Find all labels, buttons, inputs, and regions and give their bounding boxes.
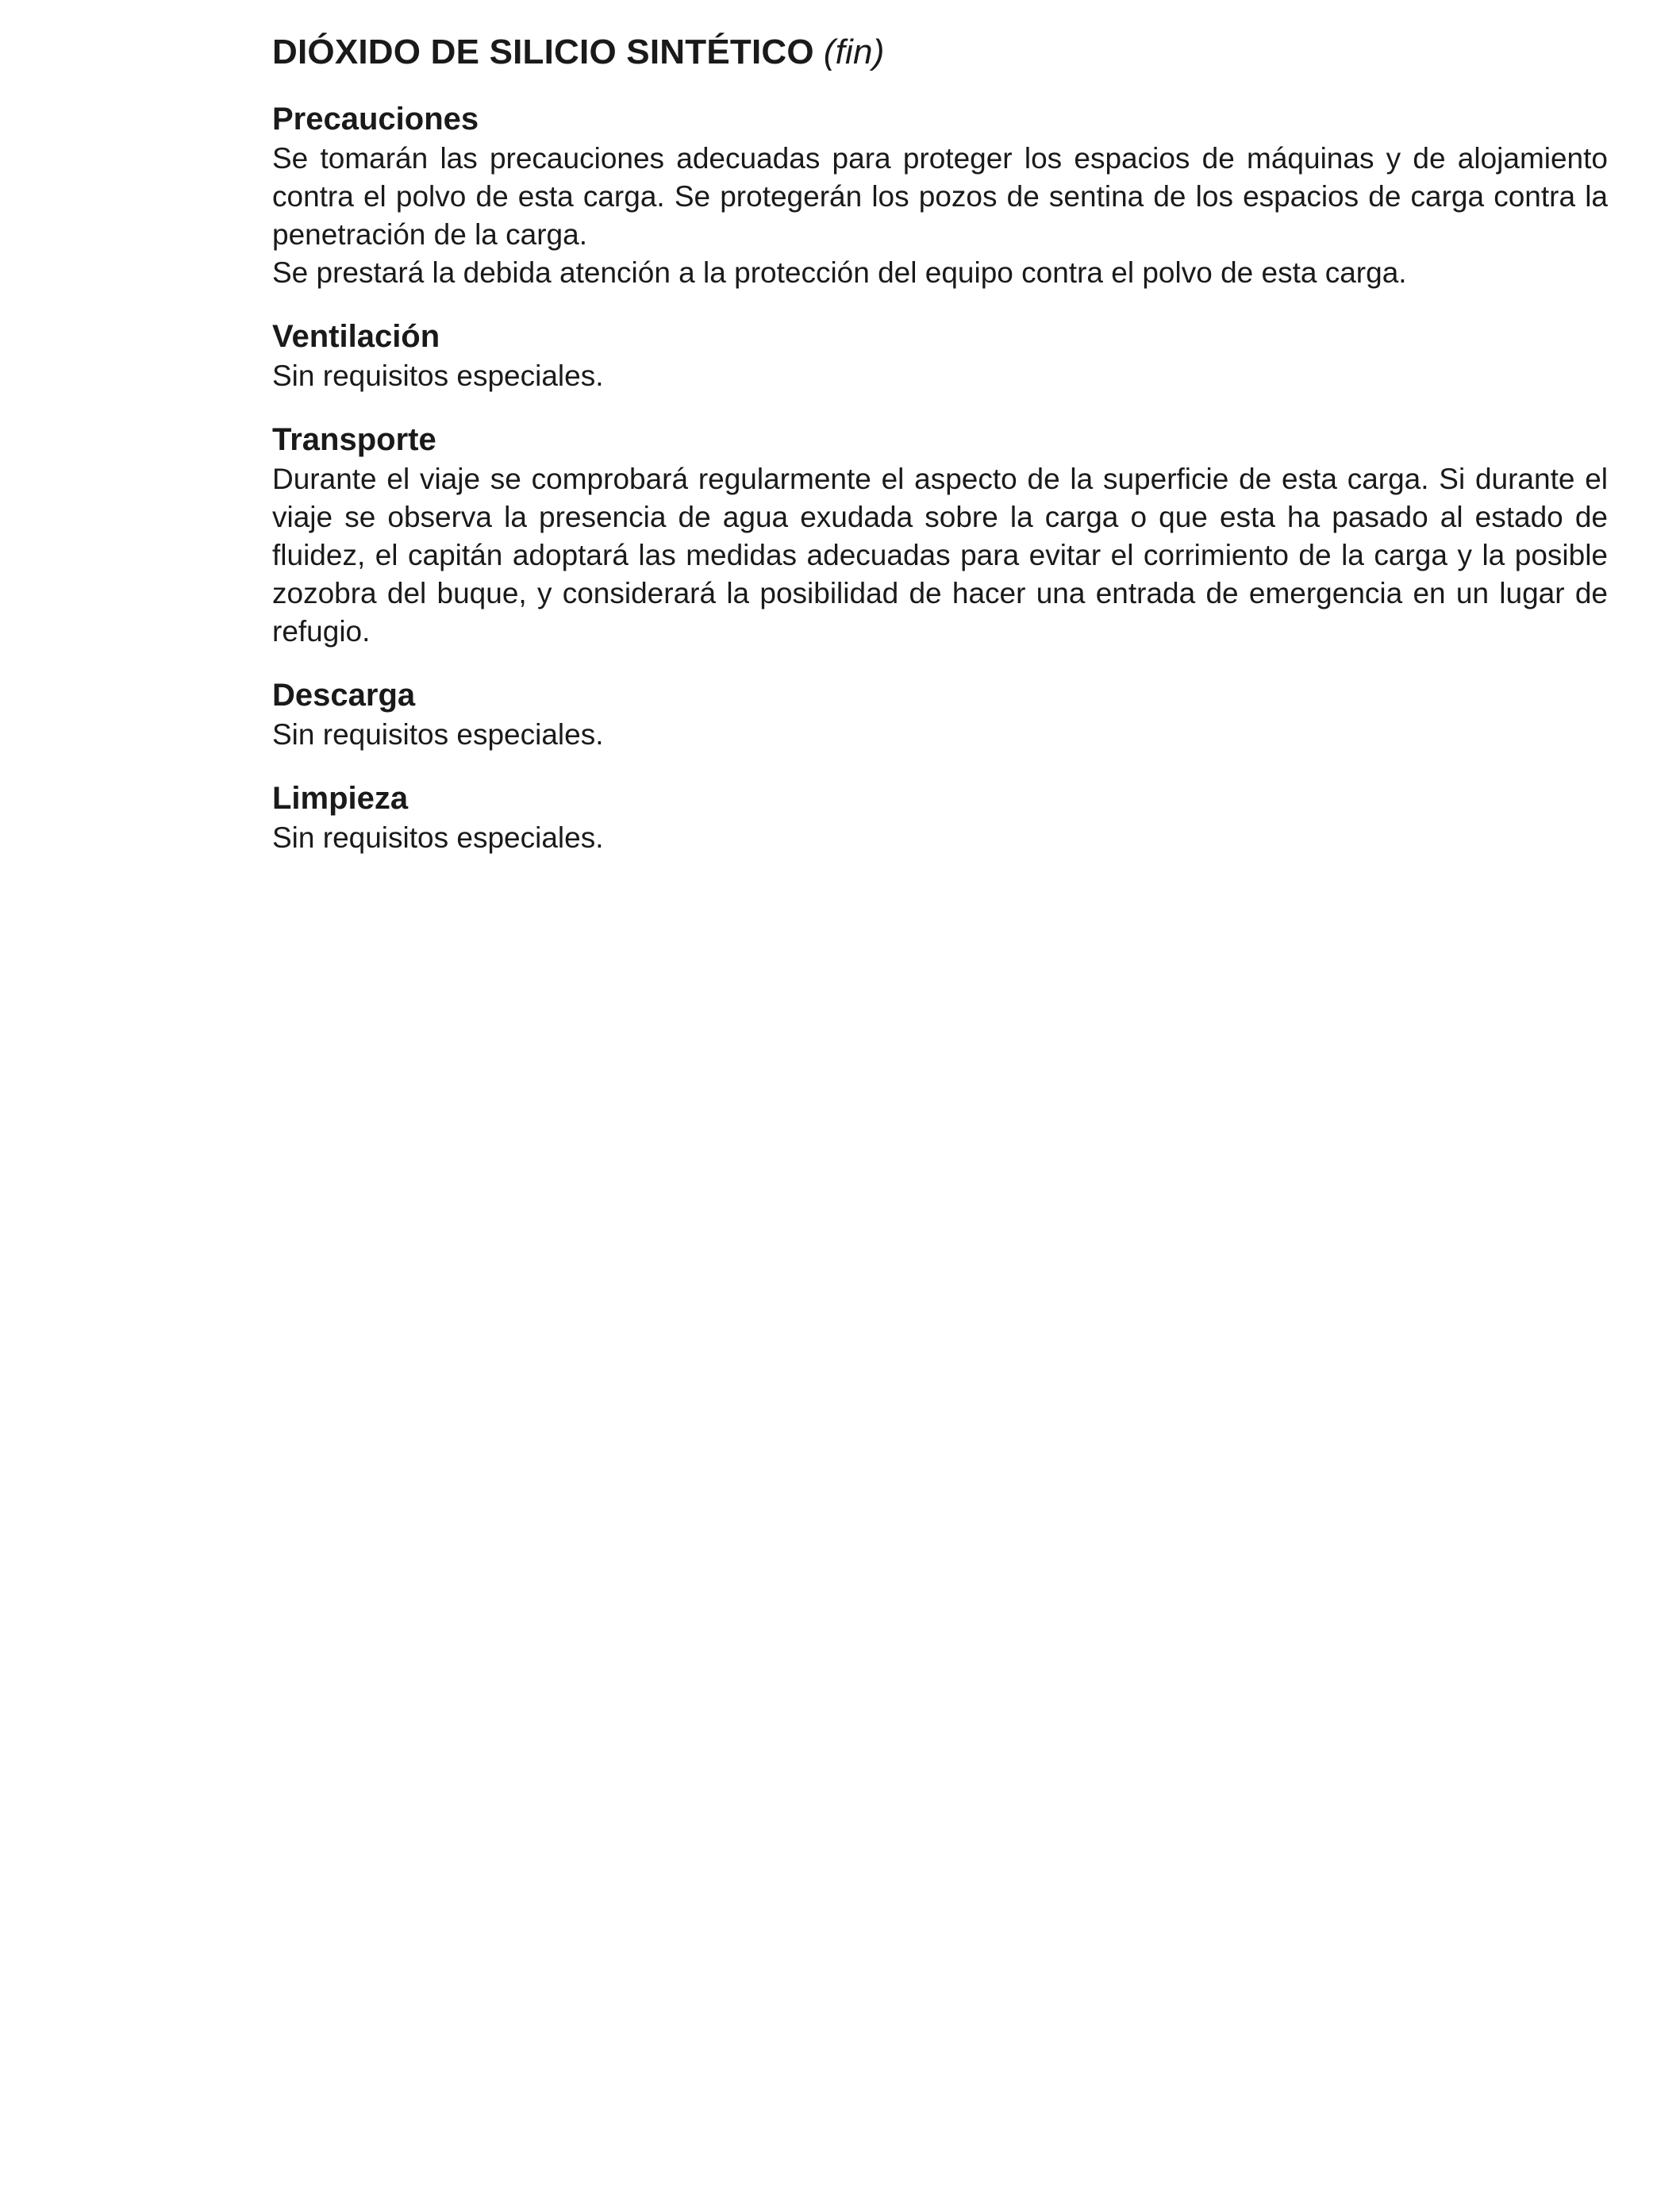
section-paragraph: Se tomarán las precauciones adecuadas para proteger los espacios de máquinas y de alojamiento contra el polvo de esta carga. Se protegerán los pozos de sentina de los espacios de carga contra la penetración de la carga. (272, 142, 1608, 251)
section-heading: Descarga (272, 678, 416, 713)
section-paragraph: Sin requisitos especiales. (272, 359, 604, 392)
section-transporte (272, 419, 1608, 651)
section-paragraph: Se prestará la debida atención a la protección del equipo contra el polvo de esta carga. (272, 256, 1407, 289)
title-text: DIÓXIDO DE SILICIO SINTÉTICO (272, 33, 814, 71)
section-precauciones (272, 98, 1608, 292)
section-heading: Ventilación (272, 319, 440, 354)
document-page (272, 29, 1608, 857)
section-limpieza (272, 778, 1608, 857)
section-ventilacion (272, 316, 1608, 395)
section-heading: Transporte (272, 422, 436, 457)
section-heading: Limpieza (272, 781, 409, 816)
page-title (272, 29, 1608, 76)
section-paragraph: Sin requisitos especiales. (272, 718, 604, 751)
section-descarga (272, 675, 1608, 754)
section-paragraph: Sin requisitos especiales. (272, 821, 604, 854)
title-suffix: (fin) (823, 33, 885, 71)
section-heading: Precauciones (272, 102, 479, 136)
section-paragraph: Durante el viaje se comprobará regularmente el aspecto de la superficie de esta carga. Si durante el viaje se observa la presencia de agua exudada sobre la carga o que esta ha pasado al estado de fluidez, el capitán adoptará las medidas adecuadas para evitar el corrimiento de la carga y la posible zozobra del buque, y considerará la posibilidad de hacer una entrada de emergencia en un lugar de refugio. (272, 463, 1608, 648)
